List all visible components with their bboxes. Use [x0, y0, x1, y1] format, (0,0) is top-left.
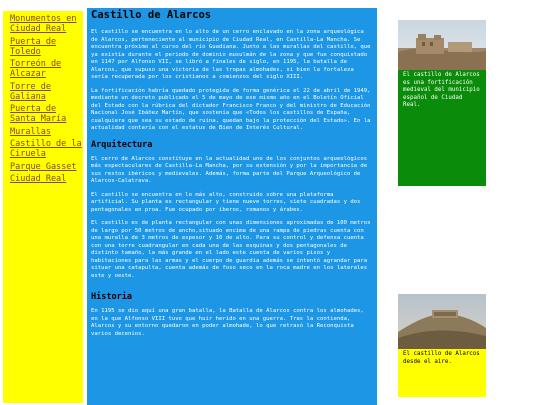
nav-link-murallas[interactable]: Murallas: [10, 126, 51, 137]
section-title-historia: Historia: [91, 292, 132, 302]
aerial-photo-caption: El castillo de Alarcos desde el aire.: [398, 349, 486, 397]
intro-paragraph: El castillo se encuentra en lo alto de un cerro enclavado en la zona arqueológica de Alarcos, perteneciente al municipio de Ciudad Real, en Castilla-La Mancha. Se encuentra próximo al curso del río Guadiana. Junto a las murallas del castillo, que ya existía durante el periodo de dominio musulmán de la zona y que fue conquistado en 1147 por Alfonso VII, se libró a finales de siglo, en 1195, la batalla de Alarcos, que supuso una victoria de las tropas almohades, si bien la fortaleza sería recuperada por los cristianos a comienzos del siglo XIII.: [91, 29, 371, 80]
arquitectura-paragraph: El castillo es de planta rectangular con unas dimensiones aproximadas de 100 metros de largo por 50 metros de ancho,situado encima de una rampa de piedras cuenta con una muralla de 3 metros de espesor y 10 de alto. Para su control y defensa cuenta con una torre cuadrangular en cada una de las esquinas y dos pentagonales de distinto tamaño, la más grande en el lado este cuenta de varios pisos y habitaciones para las armas y el cuerpo de guardia además se intentó agrandar para situar una catapulta, cuenta además de foso seco en la roca madre en los laterales este y oeste.: [91, 220, 371, 279]
aerial-photo: [398, 294, 486, 349]
right-sidebar: [398, 20, 486, 186]
intro-paragraph: La fortificación habría quedado protegida de forma genérica el 22 de abril de 1949, mediante un decreto publicado el 5 de mayo de ese mismo año en el Boletín Oficial del Estado con la rúbrica del dictador Francisco Franco y del ministro de Educación Nacional José Ibáñez Martín, que sostenía que «Todos los castillos de España, cualquiera que sea su estado de ruina, quedan bajo la protección del Estado». En la actualidad contaría con el estatus de Bien de Interés Cultural.: [91, 87, 371, 131]
nav-link-puerta-santa-maria[interactable]: Puerta de Santa María: [10, 104, 67, 124]
nav-link-castillo-ciruela[interactable]: Castillo de la Ciruela: [10, 139, 82, 159]
nav-link-monumentos[interactable]: Monumentos en Ciudad Real: [10, 14, 77, 34]
photo-caption: El castillo de Alarcos es una fortificación medieval del municipio español de Ciudad Real.: [398, 70, 486, 186]
sidebar-nav: [3, 11, 83, 403]
historia-paragraph: En 1195 se dio aquí una gran batalla, la Batalla de Alarcos contra los almohades, en la que Alfonso VIII tuvo que huir herido en una guerra. Tras la contienda, Alarcos y su entorno quedaron en poder almohade, lo que retrasó la Reconquista varios decenios.: [91, 308, 364, 337]
nav-link-torreon-alcazar[interactable]: Torreón de Alcazar: [10, 59, 62, 79]
main-content: [87, 8, 377, 405]
nav-link-parque-gasset[interactable]: Parque Gasset: [10, 161, 77, 172]
arquitectura-paragraph: El castillo se encuentra en lo más alto, construido sobre una plataforma artificial. Su planta es rectangular y tiene nueve torres, siete cuadradas y dos pentagonales en proa. Fue ocupado por íberos, romanos y árabes.: [91, 191, 361, 213]
section-title-arquitectura: Arquitectura: [91, 139, 153, 150]
nav-link-torre-galiana[interactable]: Torre de Galiana: [10, 81, 51, 102]
page-title: Castillo de Alarcos: [91, 9, 212, 21]
nav-link-puerta-toledo[interactable]: Puerta de Toledo: [10, 36, 57, 57]
nav-link-ciudad-real[interactable]: Ciudad Real: [10, 174, 67, 184]
castle-photo: [398, 20, 486, 70]
aerial-photo-block: [398, 294, 486, 397]
arquitectura-paragraph: El cerro de Alarcos constituye en la actualidad uno de los conjuntos arqueológicos más espectaculares de Castilla-La Mancha, por su extensión y por la importancia de sus restos ibéricos y medievales. Además, forma parte del Parque Arqueológico de Alarcos-Calatrava.: [91, 155, 368, 184]
